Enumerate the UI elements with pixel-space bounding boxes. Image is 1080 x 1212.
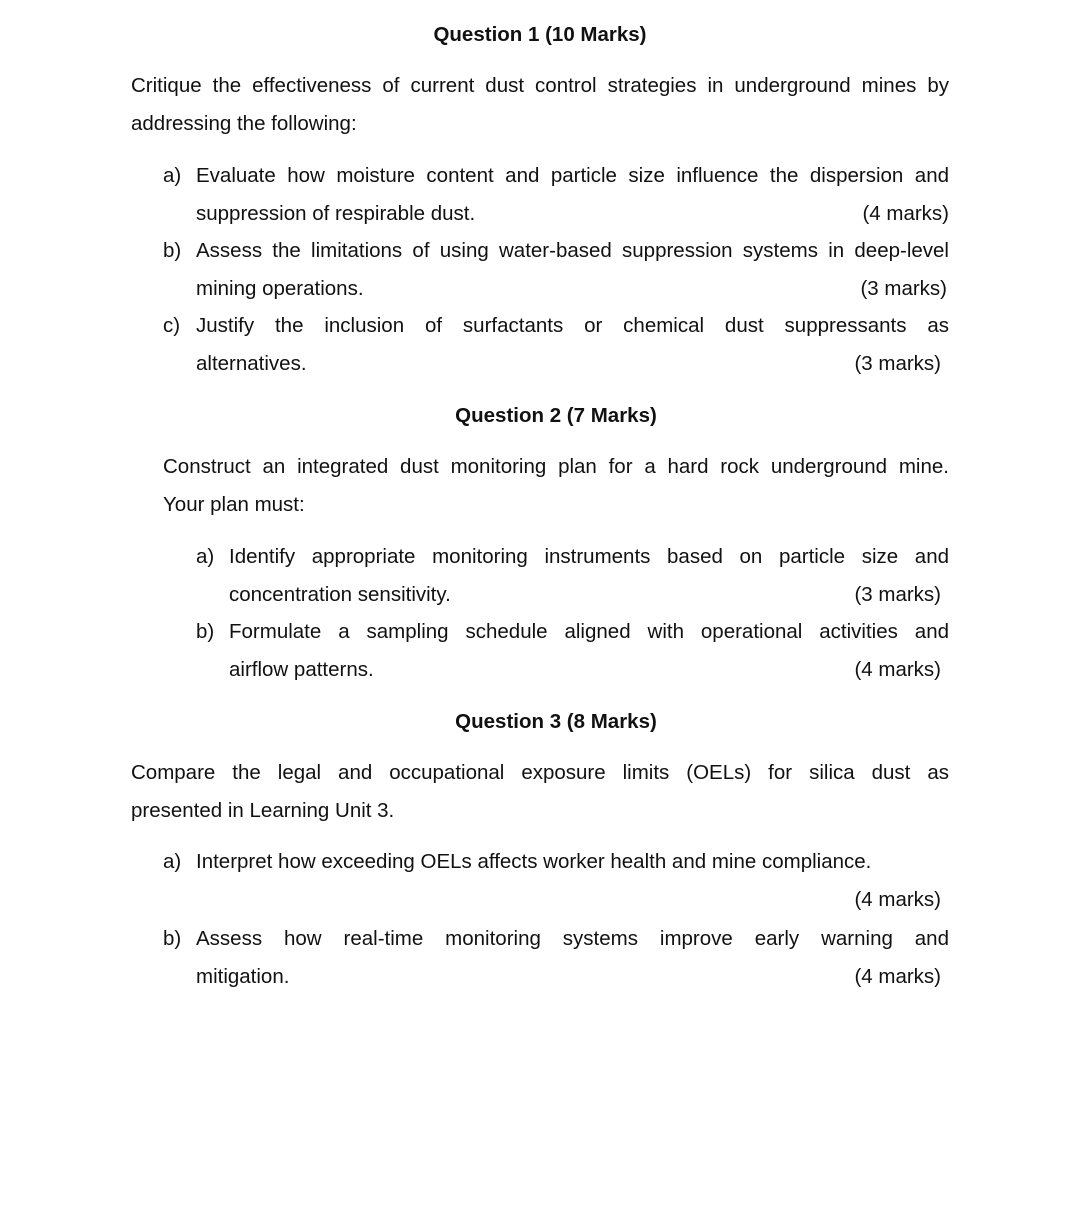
- item-label: a): [196, 545, 215, 568]
- item-marks: (3 marks): [854, 351, 941, 375]
- item-text-line-1: Identify appropriate monitoring instruments based on particle size and: [229, 545, 949, 568]
- question-1-item-a: [163, 157, 949, 232]
- item-text-line-2: mitigation.: [196, 964, 290, 988]
- question-2-item-a: [196, 538, 949, 613]
- item-marks: (4 marks): [854, 657, 941, 681]
- question-3-title: Question 3 (8 Marks): [455, 710, 657, 733]
- question-2-intro-line-1: Construct an integrated dust monitoring plan for a hard rock underground mine.: [163, 455, 949, 478]
- question-3-intro-line-1: Compare the legal and occupational exposure limits (OELs) for silica dust as: [131, 761, 949, 784]
- question-2-item-b: [196, 613, 949, 688]
- question-1-intro: [131, 67, 949, 142]
- item-text-line-2: concentration sensitivity.: [229, 582, 451, 606]
- question-2-intro: [163, 448, 949, 523]
- item-text-line-1: Formulate a sampling schedule aligned with operational activities and: [229, 620, 949, 643]
- item-label: c): [163, 314, 181, 337]
- question-3-item-a: [163, 843, 949, 918]
- question-1-item-b: [163, 232, 949, 307]
- item-marks: (3 marks): [860, 276, 947, 300]
- item-text-line-1: Evaluate how moisture content and particle size influence the dispersion and: [196, 164, 949, 187]
- item-text-line-2: mining operations.: [196, 276, 364, 300]
- item-marks: (4 marks): [862, 201, 949, 225]
- question-1-title: Question 1 (10 Marks): [433, 23, 647, 46]
- question-3-item-b: [163, 920, 949, 995]
- question-2-intro-line-2: Your plan must:: [163, 492, 305, 516]
- item-text-line-2: suppression of respirable dust.: [196, 201, 476, 225]
- item-text-line-1: Justify the inclusion of surfactants or chemical dust suppressants as: [196, 314, 949, 337]
- item-marks: (3 marks): [854, 582, 941, 606]
- item-label: b): [196, 620, 215, 643]
- item-marks: (4 marks): [854, 964, 941, 988]
- item-text-line-2: alternatives.: [196, 351, 307, 375]
- question-3-intro-line-2: presented in Learning Unit 3.: [131, 798, 395, 822]
- item-text-line-2: airflow patterns.: [229, 657, 374, 681]
- question-3-intro: [131, 754, 949, 829]
- item-label: b): [163, 239, 182, 262]
- question-1-intro-line-1: Critique the effectiveness of current dust control strategies in underground mines by: [131, 74, 949, 97]
- item-label: a): [163, 850, 182, 873]
- question-1-intro-line-2: addressing the following:: [131, 111, 357, 135]
- item-marks: (4 marks): [854, 887, 941, 911]
- item-text-line-1: Assess how real-time monitoring systems improve early warning and: [196, 927, 949, 950]
- item-text-line-1: Interpret how exceeding OELs affects worker health and mine compliance.: [196, 850, 872, 873]
- item-text-line-1: Assess the limitations of using water-based suppression systems in deep-level: [196, 239, 949, 262]
- question-1-item-c: [163, 307, 949, 382]
- question-2-title: Question 2 (7 Marks): [455, 404, 657, 427]
- item-label: a): [163, 164, 182, 187]
- item-label: b): [163, 927, 182, 950]
